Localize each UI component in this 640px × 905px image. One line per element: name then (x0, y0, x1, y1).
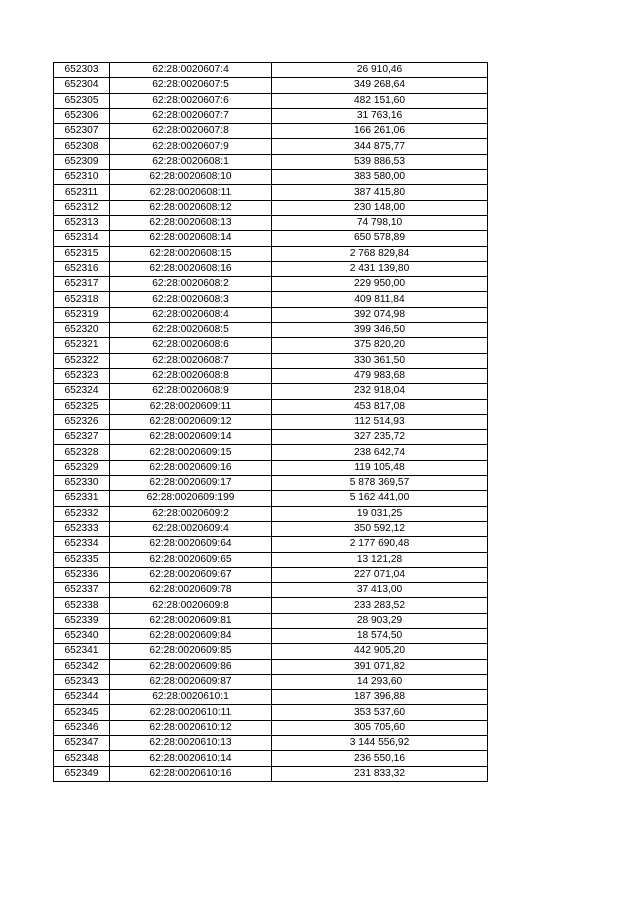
row-id-cell: 652335 (54, 552, 110, 567)
table-row (54, 384, 488, 399)
cadastral-value-cell: 233 283,52 (272, 598, 488, 613)
cadastral-number-cell: 62:28:0020608:15 (110, 246, 272, 261)
cadastral-number-cell: 62:28:0020608:16 (110, 261, 272, 276)
table-row (54, 170, 488, 185)
cadastral-number-cell: 62:28:0020608:6 (110, 338, 272, 353)
row-id-cell: 652309 (54, 154, 110, 169)
row-id-cell: 652340 (54, 628, 110, 643)
row-id-cell: 652308 (54, 139, 110, 154)
cadastral-value-cell: 391 071,82 (272, 659, 488, 674)
cadastral-value-cell: 2 768 829,84 (272, 246, 488, 261)
row-id-cell: 652346 (54, 720, 110, 735)
row-id-cell: 652304 (54, 78, 110, 93)
cadastral-value-cell: 650 578,89 (272, 231, 488, 246)
cadastral-value-cell: 227 071,04 (272, 567, 488, 582)
cadastral-value-cell: 5 878 369,57 (272, 476, 488, 491)
cadastral-value-cell: 19 031,25 (272, 506, 488, 521)
table-row (54, 277, 488, 292)
cadastral-value-cell: 479 983,68 (272, 368, 488, 383)
row-id-cell: 652349 (54, 766, 110, 781)
row-id-cell: 652328 (54, 445, 110, 460)
table-row (54, 63, 488, 78)
document-page (53, 62, 488, 782)
cadastral-number-cell: 62:28:0020609:85 (110, 644, 272, 659)
cadastral-number-cell: 62:28:0020609:17 (110, 476, 272, 491)
cadastral-value-cell: 230 148,00 (272, 200, 488, 215)
table-row (54, 78, 488, 93)
cadastral-number-cell: 62:28:0020608:13 (110, 215, 272, 230)
cadastral-number-cell: 62:28:0020609:12 (110, 414, 272, 429)
table-row (54, 445, 488, 460)
row-id-cell: 652347 (54, 736, 110, 751)
table-row (54, 124, 488, 139)
row-id-cell: 652312 (54, 200, 110, 215)
cadastral-number-cell: 62:28:0020610:16 (110, 766, 272, 781)
cadastral-value-cell: 349 268,64 (272, 78, 488, 93)
table-row (54, 659, 488, 674)
cadastral-number-cell: 62:28:0020609:16 (110, 460, 272, 475)
table-row (54, 399, 488, 414)
table-row (54, 292, 488, 307)
table-row (54, 506, 488, 521)
cadastral-number-cell: 62:28:0020607:5 (110, 78, 272, 93)
table-row (54, 705, 488, 720)
cadastral-value-cell: 166 261,06 (272, 124, 488, 139)
table-row (54, 246, 488, 261)
cadastral-value-cell: 238 642,74 (272, 445, 488, 460)
cadastral-number-cell: 62:28:0020609:87 (110, 674, 272, 689)
cadastral-number-cell: 62:28:0020609:84 (110, 628, 272, 643)
table-row (54, 185, 488, 200)
table-row (54, 353, 488, 368)
table-row (54, 200, 488, 215)
row-id-cell: 652333 (54, 521, 110, 536)
cadastral-number-cell: 62:28:0020609:64 (110, 537, 272, 552)
cadastral-value-cell: 232 918,04 (272, 384, 488, 399)
table-row (54, 108, 488, 123)
row-id-cell: 652315 (54, 246, 110, 261)
table-row (54, 323, 488, 338)
table-row (54, 139, 488, 154)
cadastral-number-cell: 62:28:0020608:4 (110, 307, 272, 322)
cadastral-value-cell: 383 580,00 (272, 170, 488, 185)
cadastral-value-cell: 387 415,80 (272, 185, 488, 200)
row-id-cell: 652327 (54, 430, 110, 445)
table-row (54, 628, 488, 643)
cadastral-number-cell: 62:28:0020608:11 (110, 185, 272, 200)
table-row (54, 460, 488, 475)
row-id-cell: 652305 (54, 93, 110, 108)
cadastral-number-cell: 62:28:0020609:15 (110, 445, 272, 460)
cadastral-value-cell: 350 592,12 (272, 521, 488, 536)
table-row (54, 766, 488, 781)
row-id-cell: 652348 (54, 751, 110, 766)
cadastral-value-cell: 5 162 441,00 (272, 491, 488, 506)
cadastral-value-cell: 375 820,20 (272, 338, 488, 353)
cadastral-number-cell: 62:28:0020608:9 (110, 384, 272, 399)
cadastral-number-cell: 62:28:0020610:11 (110, 705, 272, 720)
cadastral-number-cell: 62:28:0020609:8 (110, 598, 272, 613)
cadastral-value-cell: 187 396,88 (272, 690, 488, 705)
cadastral-number-cell: 62:28:0020609:2 (110, 506, 272, 521)
cadastral-value-cell: 236 550,16 (272, 751, 488, 766)
row-id-cell: 652344 (54, 690, 110, 705)
table-row (54, 307, 488, 322)
row-id-cell: 652322 (54, 353, 110, 368)
row-id-cell: 652316 (54, 261, 110, 276)
cadastral-number-cell: 62:28:0020607:4 (110, 63, 272, 78)
cadastral-value-cell: 442 905,20 (272, 644, 488, 659)
row-id-cell: 652323 (54, 368, 110, 383)
table-row (54, 491, 488, 506)
cadastral-value-cell: 305 705,60 (272, 720, 488, 735)
row-id-cell: 652339 (54, 613, 110, 628)
table-row (54, 338, 488, 353)
table-row (54, 751, 488, 766)
row-id-cell: 652324 (54, 384, 110, 399)
cadastral-number-cell: 62:28:0020610:13 (110, 736, 272, 751)
row-id-cell: 652321 (54, 338, 110, 353)
cadastral-value-cell: 26 910,46 (272, 63, 488, 78)
row-id-cell: 652326 (54, 414, 110, 429)
row-id-cell: 652310 (54, 170, 110, 185)
table-row (54, 644, 488, 659)
cadastral-number-cell: 62:28:0020608:3 (110, 292, 272, 307)
cadastral-value-cell: 37 413,00 (272, 583, 488, 598)
cadastral-value-cell: 14 293,60 (272, 674, 488, 689)
cadastral-number-cell: 62:28:0020610:12 (110, 720, 272, 735)
row-id-cell: 652341 (54, 644, 110, 659)
row-id-cell: 652318 (54, 292, 110, 307)
row-id-cell: 652306 (54, 108, 110, 123)
table-row (54, 414, 488, 429)
table-row (54, 368, 488, 383)
cadastral-number-cell: 62:28:0020609:199 (110, 491, 272, 506)
cadastral-number-cell: 62:28:0020608:8 (110, 368, 272, 383)
cadastral-value-cell: 330 361,50 (272, 353, 488, 368)
table-row (54, 598, 488, 613)
row-id-cell: 652313 (54, 215, 110, 230)
cadastral-value-cell: 3 144 556,92 (272, 736, 488, 751)
cadastral-value-cell: 2 431 139,80 (272, 261, 488, 276)
cadastral-number-cell: 62:28:0020608:2 (110, 277, 272, 292)
cadastral-number-cell: 62:28:0020609:67 (110, 567, 272, 582)
cadastral-number-cell: 62:28:0020609:4 (110, 521, 272, 536)
cadastral-value-cell: 482 151,60 (272, 93, 488, 108)
cadastral-number-cell: 62:28:0020610:14 (110, 751, 272, 766)
table-row (54, 261, 488, 276)
cadastral-number-cell: 62:28:0020607:9 (110, 139, 272, 154)
cadastral-number-cell: 62:28:0020609:81 (110, 613, 272, 628)
cadastral-value-cell: 353 537,60 (272, 705, 488, 720)
row-id-cell: 652332 (54, 506, 110, 521)
row-id-cell: 652334 (54, 537, 110, 552)
cadastral-number-cell: 62:28:0020608:5 (110, 323, 272, 338)
cadastral-number-cell: 62:28:0020609:86 (110, 659, 272, 674)
cadastral-number-cell: 62:28:0020608:7 (110, 353, 272, 368)
cadastral-value-cell: 112 514,93 (272, 414, 488, 429)
cadastral-number-cell: 62:28:0020609:65 (110, 552, 272, 567)
cadastral-value-cell: 231 833,32 (272, 766, 488, 781)
cadastral-value-cell: 327 235,72 (272, 430, 488, 445)
table-body (54, 63, 488, 782)
row-id-cell: 652329 (54, 460, 110, 475)
cadastral-number-cell: 62:28:0020607:8 (110, 124, 272, 139)
cadastral-value-cell: 18 574,50 (272, 628, 488, 643)
cadastral-value-cell: 344 875,77 (272, 139, 488, 154)
cadastral-number-cell: 62:28:0020610:1 (110, 690, 272, 705)
table-row (54, 690, 488, 705)
row-id-cell: 652319 (54, 307, 110, 322)
cadastral-value-cell: 28 903,29 (272, 613, 488, 628)
cadastral-value-cell: 229 950,00 (272, 277, 488, 292)
row-id-cell: 652307 (54, 124, 110, 139)
cadastral-number-cell: 62:28:0020609:78 (110, 583, 272, 598)
cadastral-number-cell: 62:28:0020608:14 (110, 231, 272, 246)
row-id-cell: 652338 (54, 598, 110, 613)
table-row (54, 537, 488, 552)
row-id-cell: 652325 (54, 399, 110, 414)
row-id-cell: 652345 (54, 705, 110, 720)
cadastral-number-cell: 62:28:0020608:1 (110, 154, 272, 169)
cadastral-number-cell: 62:28:0020609:11 (110, 399, 272, 414)
table-row (54, 583, 488, 598)
cadastral-number-cell: 62:28:0020608:12 (110, 200, 272, 215)
table-row (54, 231, 488, 246)
table-row (54, 613, 488, 628)
cadastral-value-cell: 409 811,84 (272, 292, 488, 307)
table-row (54, 154, 488, 169)
row-id-cell: 652330 (54, 476, 110, 491)
row-id-cell: 652311 (54, 185, 110, 200)
table-row (54, 674, 488, 689)
table-row (54, 552, 488, 567)
table-row (54, 215, 488, 230)
row-id-cell: 652336 (54, 567, 110, 582)
table-row (54, 736, 488, 751)
cadastral-number-cell: 62:28:0020608:10 (110, 170, 272, 185)
cadastral-value-cell: 31 763,16 (272, 108, 488, 123)
row-id-cell: 652343 (54, 674, 110, 689)
row-id-cell: 652331 (54, 491, 110, 506)
cadastral-number-cell: 62:28:0020607:6 (110, 93, 272, 108)
table-row (54, 430, 488, 445)
cadastral-value-cell: 13 121,28 (272, 552, 488, 567)
row-id-cell: 652337 (54, 583, 110, 598)
row-id-cell: 652317 (54, 277, 110, 292)
cadastral-value-cell: 399 346,50 (272, 323, 488, 338)
row-id-cell: 652320 (54, 323, 110, 338)
table-row (54, 521, 488, 536)
row-id-cell: 652303 (54, 63, 110, 78)
cadastral-value-table (53, 62, 488, 782)
table-row (54, 93, 488, 108)
cadastral-value-cell: 392 074,98 (272, 307, 488, 322)
cadastral-number-cell: 62:28:0020607:7 (110, 108, 272, 123)
table-row (54, 720, 488, 735)
cadastral-value-cell: 539 886,53 (272, 154, 488, 169)
row-id-cell: 652342 (54, 659, 110, 674)
cadastral-value-cell: 119 105,48 (272, 460, 488, 475)
cadastral-number-cell: 62:28:0020609:14 (110, 430, 272, 445)
table-row (54, 476, 488, 491)
row-id-cell: 652314 (54, 231, 110, 246)
cadastral-value-cell: 2 177 690,48 (272, 537, 488, 552)
table-row (54, 567, 488, 582)
cadastral-value-cell: 74 798,10 (272, 215, 488, 230)
cadastral-value-cell: 453 817,08 (272, 399, 488, 414)
